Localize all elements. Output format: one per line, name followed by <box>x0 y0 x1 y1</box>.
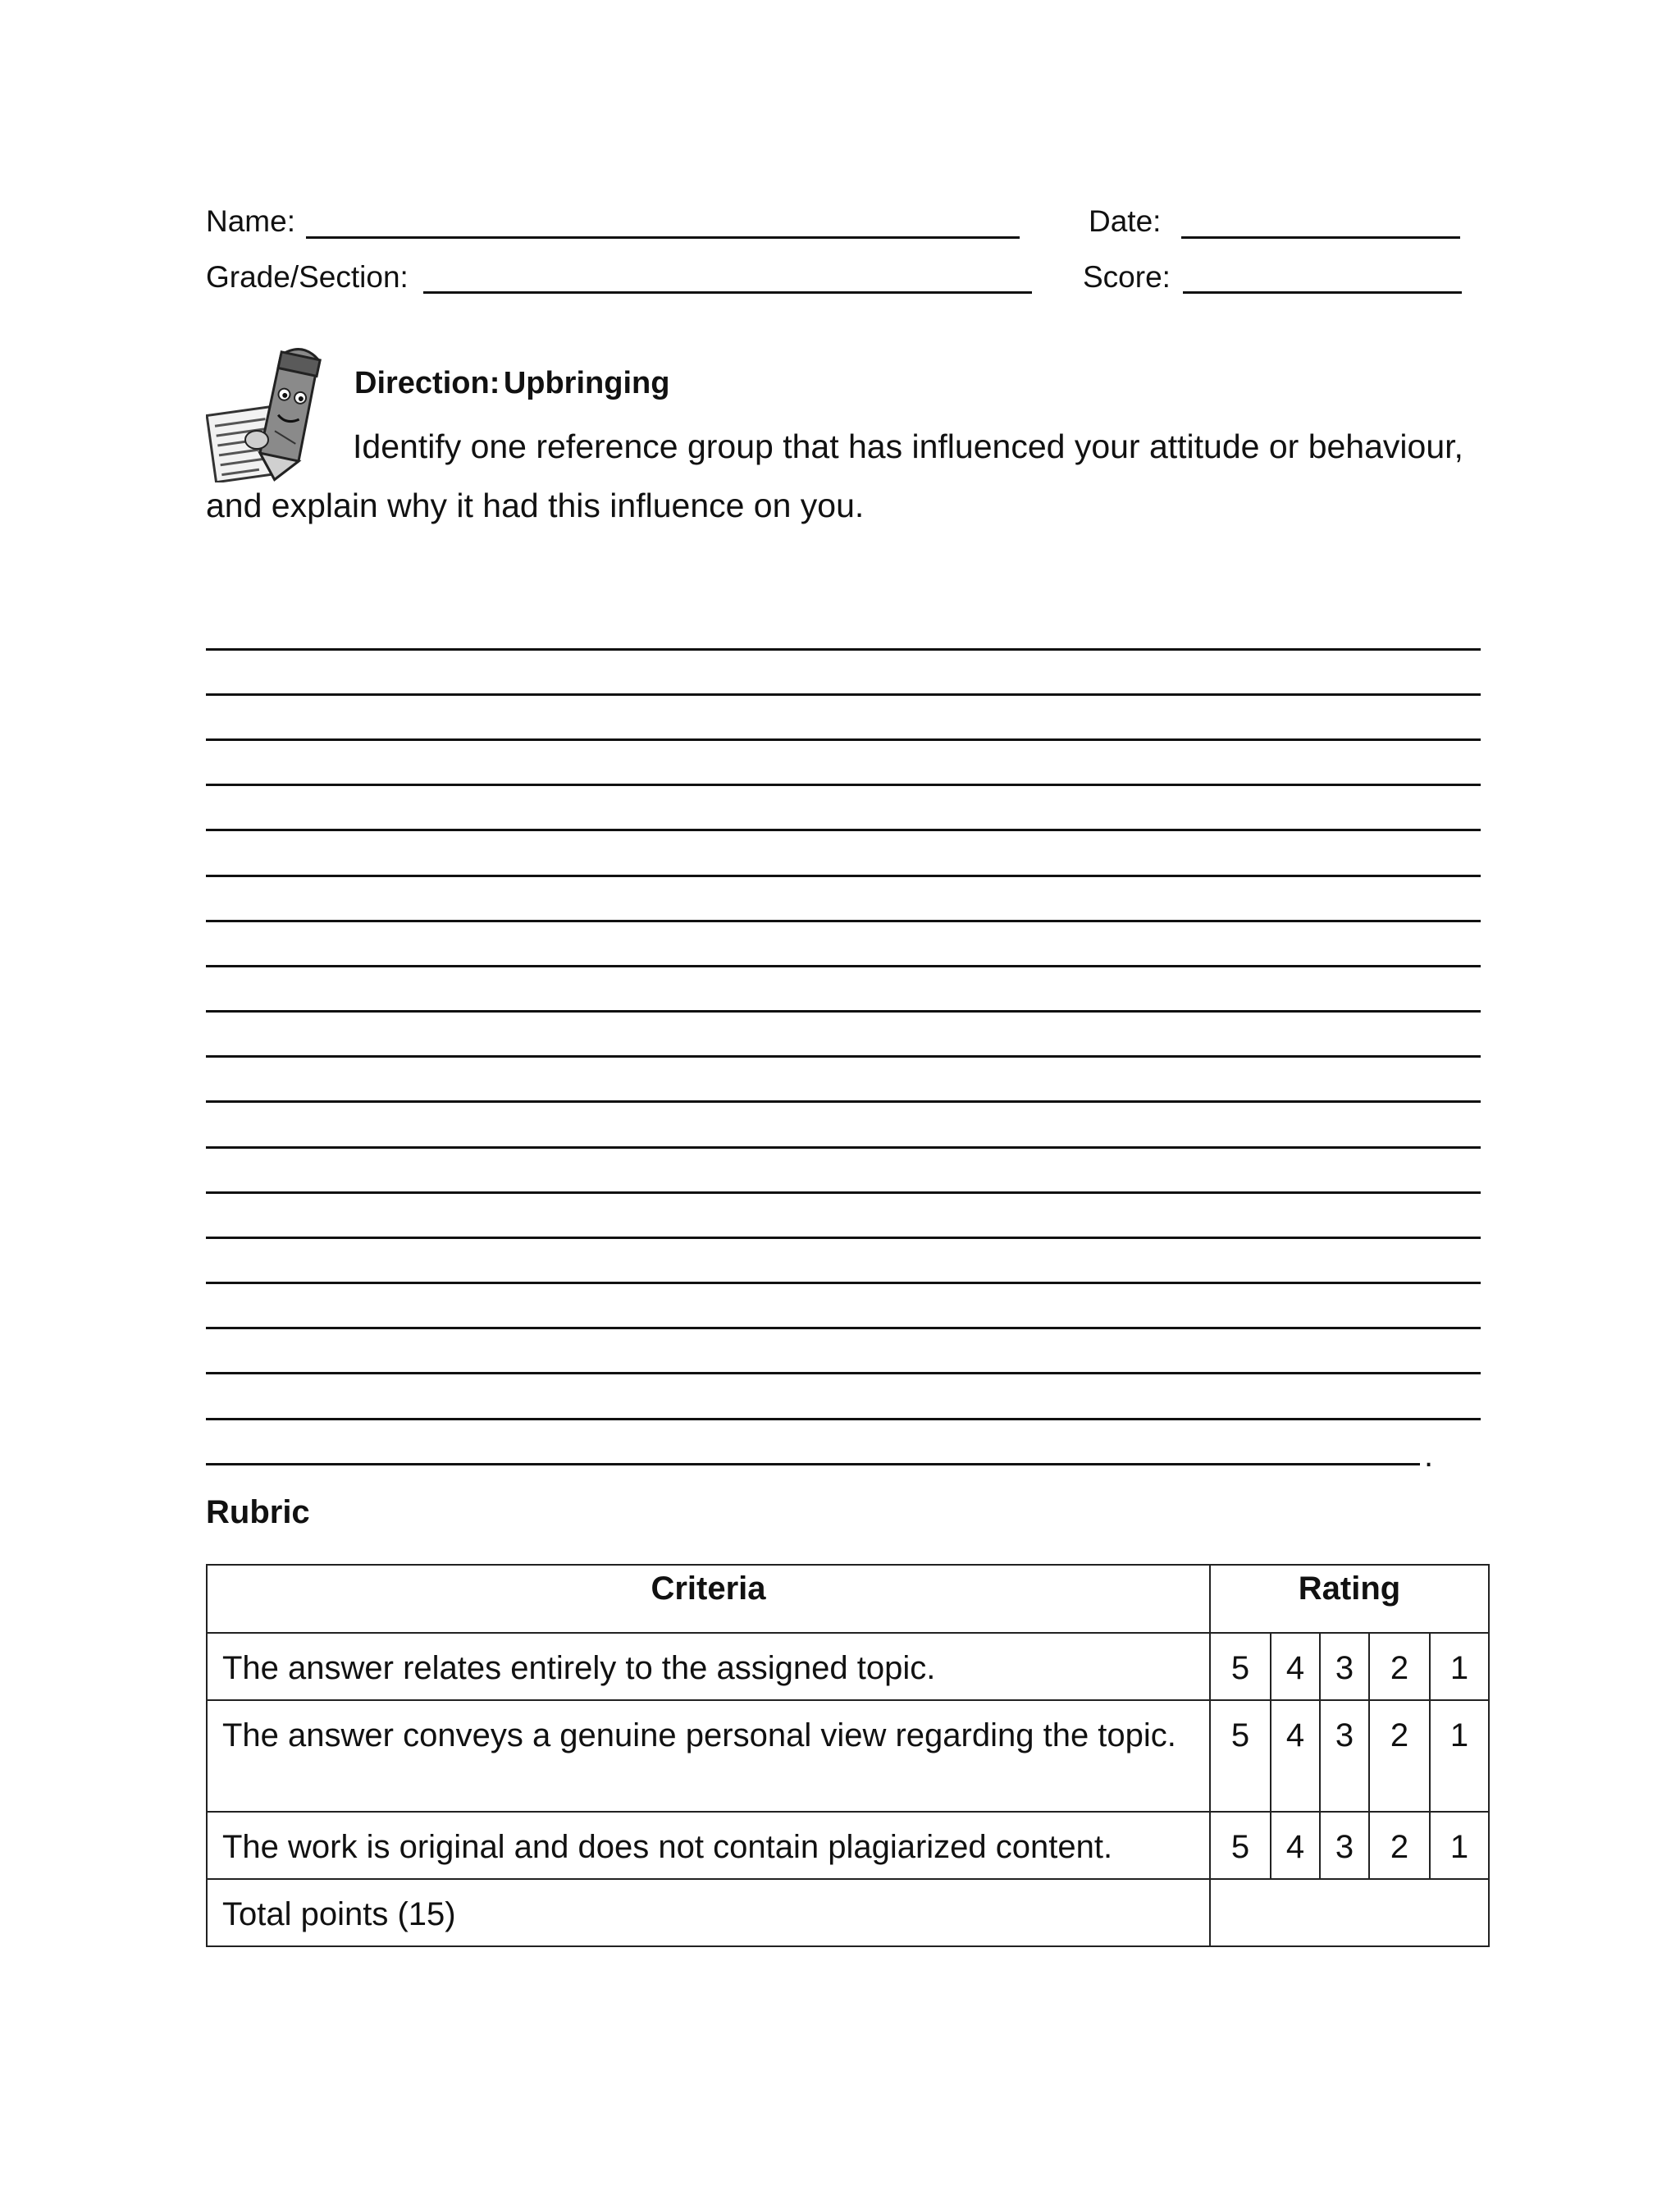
answer-line[interactable] <box>206 920 1481 922</box>
rating-cell[interactable]: 5 <box>1210 1812 1271 1879</box>
answer-line[interactable] <box>206 1237 1481 1239</box>
criteria-cell: The answer conveys a genuine personal view regarding the topic. <box>207 1700 1210 1812</box>
date-field[interactable] <box>1181 236 1460 239</box>
answer-line[interactable] <box>206 965 1481 967</box>
total-label: Total points (15) <box>207 1879 1210 1946</box>
answer-line[interactable] <box>206 875 1481 877</box>
date-label: Date: <box>1089 204 1162 238</box>
answer-line[interactable] <box>206 1010 1481 1013</box>
rubric-table <box>206 1564 1490 1947</box>
grade-section-field[interactable] <box>423 291 1032 294</box>
rating-cell[interactable]: 3 <box>1320 1633 1369 1700</box>
answer-line[interactable] <box>206 1146 1481 1149</box>
rating-cell[interactable]: 4 <box>1271 1700 1320 1812</box>
criteria-header: Criteria <box>207 1565 1210 1633</box>
rating-cell[interactable]: 3 <box>1320 1700 1369 1812</box>
direction-label: Direction: <box>354 366 500 400</box>
rating-cell[interactable]: 4 <box>1271 1633 1320 1700</box>
answer-line[interactable] <box>206 1100 1481 1103</box>
answer-line[interactable] <box>206 1055 1481 1058</box>
rating-cell[interactable]: 2 <box>1369 1700 1430 1812</box>
answer-line[interactable] <box>206 738 1481 741</box>
grade-section-label: Grade/Section: <box>206 260 409 294</box>
answer-line[interactable] <box>206 1191 1481 1194</box>
rubric-title: Rubric <box>206 1494 310 1530</box>
answer-line[interactable] <box>206 784 1481 786</box>
criteria-cell: The answer relates entirely to the assigned topic. <box>207 1633 1210 1700</box>
table-row <box>207 1812 1489 1879</box>
direction-heading <box>354 366 669 401</box>
total-score-cell[interactable] <box>1210 1879 1489 1946</box>
answer-line[interactable] <box>206 1418 1481 1420</box>
end-mark: . <box>1424 1438 1434 1474</box>
answer-line[interactable] <box>206 1463 1420 1465</box>
instruction-line-1: Identify one reference group that has influenced your attitude or behaviour, <box>353 427 1463 465</box>
score-field[interactable] <box>1183 291 1462 294</box>
table-row <box>207 1633 1489 1700</box>
answer-line[interactable] <box>206 1282 1481 1284</box>
criteria-cell: The work is original and does not contain plagiarized content. <box>207 1812 1210 1879</box>
rubric-header-row <box>207 1565 1489 1633</box>
rating-cell[interactable]: 1 <box>1430 1633 1489 1700</box>
rating-header: Rating <box>1210 1565 1489 1633</box>
pencil-with-paper-icon <box>206 335 336 482</box>
rating-cell[interactable]: 5 <box>1210 1700 1271 1812</box>
rating-cell[interactable]: 5 <box>1210 1633 1271 1700</box>
name-label: Name: <box>206 204 295 238</box>
rating-cell[interactable]: 1 <box>1430 1700 1489 1812</box>
rating-cell[interactable]: 2 <box>1369 1633 1430 1700</box>
instruction-line-2: and explain why it had this influence on you. <box>206 487 865 524</box>
rating-cell[interactable]: 2 <box>1369 1812 1430 1879</box>
score-label: Score: <box>1083 260 1171 294</box>
rating-cell[interactable]: 4 <box>1271 1812 1320 1879</box>
answer-line[interactable] <box>206 1372 1481 1374</box>
rating-cell[interactable]: 3 <box>1320 1812 1369 1879</box>
total-row <box>207 1879 1489 1946</box>
name-field[interactable] <box>306 236 1020 239</box>
answer-line[interactable] <box>206 1327 1481 1329</box>
direction-topic: Upbringing <box>503 366 670 400</box>
table-row <box>207 1700 1489 1812</box>
answer-line[interactable] <box>206 693 1481 696</box>
answer-line[interactable] <box>206 648 1481 651</box>
rating-cell[interactable]: 1 <box>1430 1812 1489 1879</box>
answer-line[interactable] <box>206 829 1481 831</box>
